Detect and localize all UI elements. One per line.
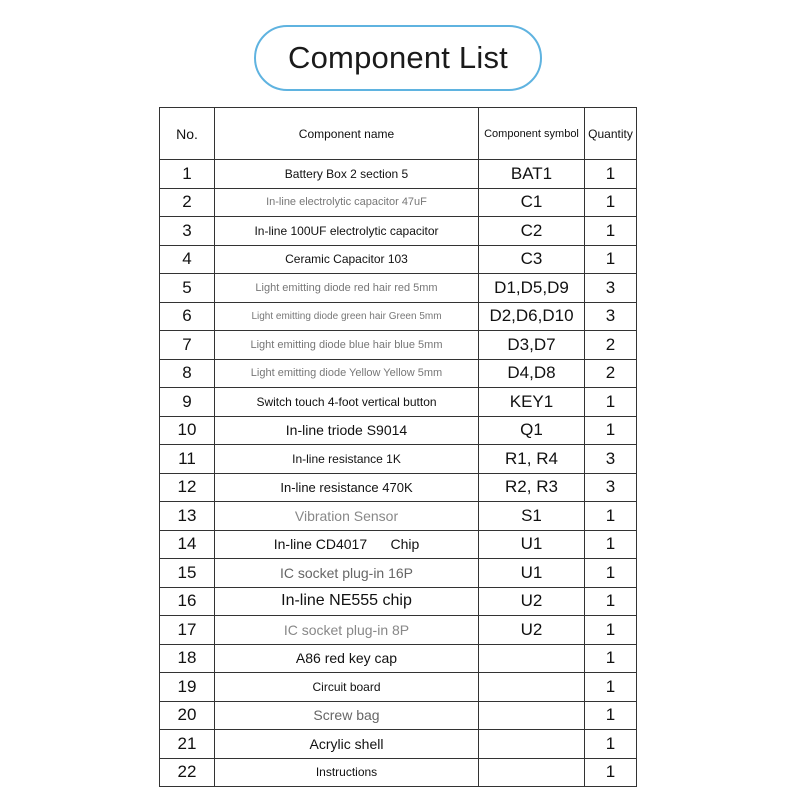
header-quantity: Quantity bbox=[585, 108, 637, 160]
component-name: IC socket plug-in 8P bbox=[215, 616, 479, 645]
row-number: 21 bbox=[160, 730, 215, 759]
component-name: Instructions bbox=[215, 758, 479, 787]
table-row bbox=[160, 245, 637, 274]
component-symbol: U1 bbox=[479, 530, 585, 559]
table-row bbox=[160, 644, 637, 673]
page-title: Component List bbox=[254, 25, 542, 91]
component-name: In-line resistance 1K bbox=[215, 445, 479, 474]
header-component-symbol: Component symbol bbox=[479, 108, 585, 160]
table-row bbox=[160, 217, 637, 246]
row-number: 14 bbox=[160, 530, 215, 559]
component-symbol bbox=[479, 701, 585, 730]
component-symbol: C3 bbox=[479, 245, 585, 274]
component-quantity: 1 bbox=[585, 416, 637, 445]
row-number: 5 bbox=[160, 274, 215, 303]
component-symbol: D3,D7 bbox=[479, 331, 585, 360]
component-symbol: D1,D5,D9 bbox=[479, 274, 585, 303]
row-number: 6 bbox=[160, 302, 215, 331]
component-symbol: D4,D8 bbox=[479, 359, 585, 388]
component-quantity: 1 bbox=[585, 616, 637, 645]
component-symbol: D2,D6,D10 bbox=[479, 302, 585, 331]
header-component-name: Component name bbox=[215, 108, 479, 160]
component-quantity: 1 bbox=[585, 758, 637, 787]
component-quantity: 1 bbox=[585, 559, 637, 588]
table-row bbox=[160, 530, 637, 559]
table-row bbox=[160, 559, 637, 588]
component-quantity: 1 bbox=[585, 730, 637, 759]
component-name: Light emitting diode Yellow Yellow 5mm bbox=[215, 359, 479, 388]
component-name: Light emitting diode blue hair blue 5mm bbox=[215, 331, 479, 360]
component-symbol bbox=[479, 730, 585, 759]
header-no: No. bbox=[160, 108, 215, 160]
row-number: 12 bbox=[160, 473, 215, 502]
row-number: 16 bbox=[160, 587, 215, 616]
table-row bbox=[160, 331, 637, 360]
row-number: 9 bbox=[160, 388, 215, 417]
table-row bbox=[160, 758, 637, 787]
row-number: 7 bbox=[160, 331, 215, 360]
component-name: Light emitting diode red hair red 5mm bbox=[215, 274, 479, 303]
table-row bbox=[160, 274, 637, 303]
row-number: 8 bbox=[160, 359, 215, 388]
row-number: 17 bbox=[160, 616, 215, 645]
component-table bbox=[159, 107, 637, 787]
table-row bbox=[160, 502, 637, 531]
row-number: 19 bbox=[160, 673, 215, 702]
component-quantity: 1 bbox=[585, 502, 637, 531]
component-quantity: 1 bbox=[585, 160, 637, 189]
component-name: Ceramic Capacitor 103 bbox=[215, 245, 479, 274]
component-quantity: 1 bbox=[585, 644, 637, 673]
row-number: 18 bbox=[160, 644, 215, 673]
row-number: 11 bbox=[160, 445, 215, 474]
component-symbol bbox=[479, 758, 585, 787]
component-name: Battery Box 2 section 5 bbox=[215, 160, 479, 189]
component-quantity: 2 bbox=[585, 359, 637, 388]
component-symbol: KEY1 bbox=[479, 388, 585, 417]
component-name: In-line NE555 chip bbox=[215, 587, 479, 616]
component-symbol: BAT1 bbox=[479, 160, 585, 189]
component-quantity: 1 bbox=[585, 245, 637, 274]
component-symbol: U2 bbox=[479, 587, 585, 616]
table-row bbox=[160, 473, 637, 502]
table-row bbox=[160, 359, 637, 388]
component-name: Switch touch 4-foot vertical button bbox=[215, 388, 479, 417]
row-number: 1 bbox=[160, 160, 215, 189]
component-symbol: Q1 bbox=[479, 416, 585, 445]
component-name: In-line triode S9014 bbox=[215, 416, 479, 445]
table-row bbox=[160, 416, 637, 445]
table-row bbox=[160, 302, 637, 331]
component-quantity: 3 bbox=[585, 445, 637, 474]
component-symbol bbox=[479, 644, 585, 673]
component-quantity: 1 bbox=[585, 701, 637, 730]
component-symbol: C1 bbox=[479, 188, 585, 217]
component-symbol bbox=[479, 673, 585, 702]
component-quantity: 3 bbox=[585, 302, 637, 331]
row-number: 10 bbox=[160, 416, 215, 445]
component-name: Vibration Sensor bbox=[215, 502, 479, 531]
row-number: 20 bbox=[160, 701, 215, 730]
table-row bbox=[160, 445, 637, 474]
table-row bbox=[160, 388, 637, 417]
table-row bbox=[160, 673, 637, 702]
component-name: In-line electrolytic capacitor 47uF bbox=[215, 188, 479, 217]
component-symbol: C2 bbox=[479, 217, 585, 246]
table-row bbox=[160, 188, 637, 217]
component-symbol: S1 bbox=[479, 502, 585, 531]
component-name: Circuit board bbox=[215, 673, 479, 702]
component-quantity: 1 bbox=[585, 217, 637, 246]
row-number: 22 bbox=[160, 758, 215, 787]
component-quantity: 2 bbox=[585, 331, 637, 360]
table-row bbox=[160, 730, 637, 759]
component-quantity: 3 bbox=[585, 274, 637, 303]
component-name: In-line CD4017 Chip bbox=[215, 530, 479, 559]
component-quantity: 1 bbox=[585, 388, 637, 417]
component-quantity: 3 bbox=[585, 473, 637, 502]
table-row bbox=[160, 701, 637, 730]
row-number: 2 bbox=[160, 188, 215, 217]
component-name: Light emitting diode green hair Green 5mm bbox=[215, 302, 479, 331]
component-quantity: 1 bbox=[585, 587, 637, 616]
component-name: Acrylic shell bbox=[215, 730, 479, 759]
component-name: In-line 100UF electrolytic capacitor bbox=[215, 217, 479, 246]
table-header-row bbox=[160, 108, 637, 160]
row-number: 13 bbox=[160, 502, 215, 531]
component-name: In-line resistance 470K bbox=[215, 473, 479, 502]
row-number: 15 bbox=[160, 559, 215, 588]
row-number: 4 bbox=[160, 245, 215, 274]
component-name: IC socket plug-in 16P bbox=[215, 559, 479, 588]
component-quantity: 1 bbox=[585, 673, 637, 702]
component-quantity: 1 bbox=[585, 530, 637, 559]
component-quantity: 1 bbox=[585, 188, 637, 217]
component-symbol: U2 bbox=[479, 616, 585, 645]
component-symbol: R1, R4 bbox=[479, 445, 585, 474]
table-row bbox=[160, 160, 637, 189]
component-name: Screw bag bbox=[215, 701, 479, 730]
component-symbol: U1 bbox=[479, 559, 585, 588]
table-row bbox=[160, 587, 637, 616]
table-row bbox=[160, 616, 637, 645]
row-number: 3 bbox=[160, 217, 215, 246]
component-symbol: R2, R3 bbox=[479, 473, 585, 502]
component-name: A86 red key cap bbox=[215, 644, 479, 673]
